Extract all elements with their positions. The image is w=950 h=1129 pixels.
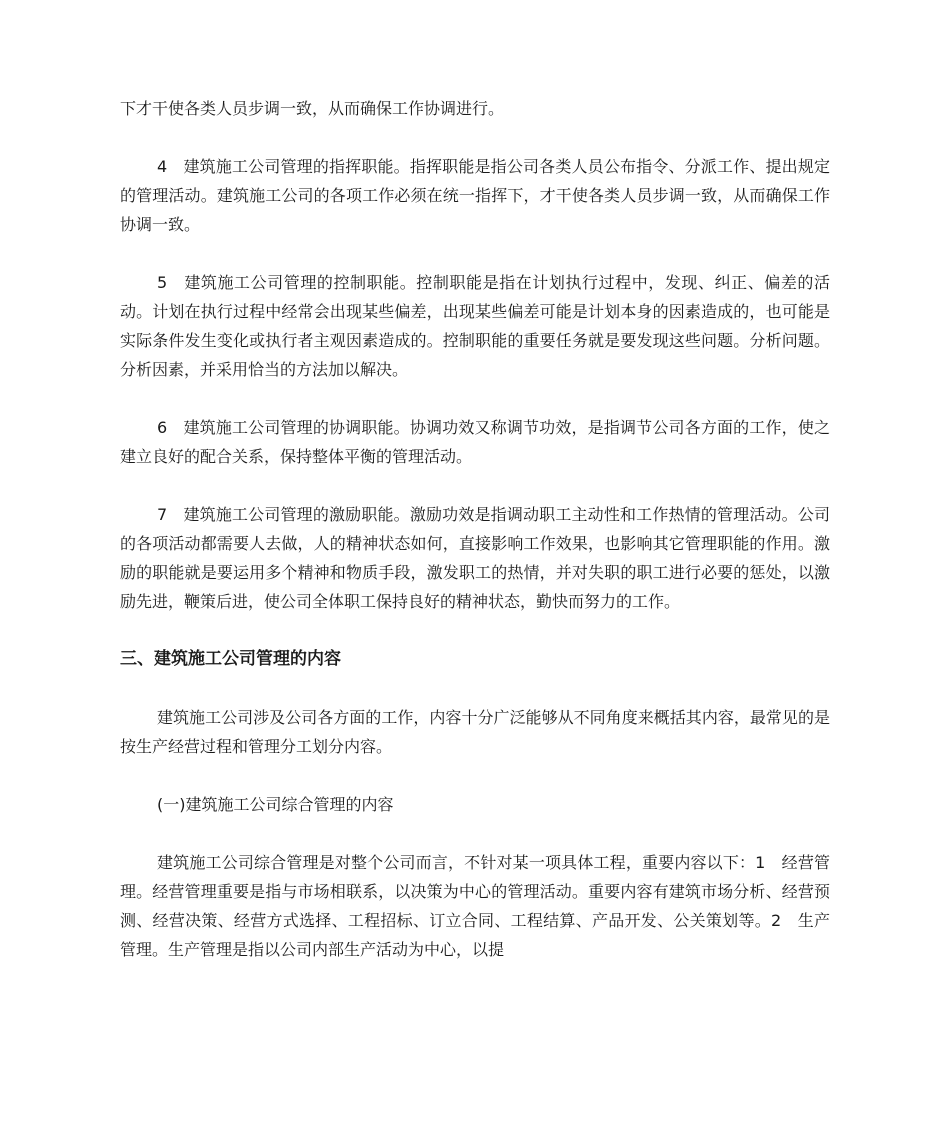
paragraph-motivation-function: 7 建筑施工公司管理的激励职能。激励功效是指调动职工主动性和工作热情的管理活动。公司的各项活动都需要人去做，人的精神状态如何，直接影响工作效果，也影响其它管理职能的作用。激励的职能就是要运用多个精神和物质手段，激发职工的热情，并对失职的职工进行必要的惩处，以激励先进，鞭策后进，使公司全体职工保持良好的精神状态，勤快而努力的工作。: [120, 505, 830, 611]
section-heading: 三、建筑施工公司管理的内容: [120, 649, 341, 669]
subsection-heading: (一)建筑施工公司综合管理的内容: [157, 795, 394, 814]
section-intro-paragraph: 建筑施工公司涉及公司各方面的工作，内容十分广泛能够从不同角度来概括其内容，最常见的是按生产经营过程和管理分工划分内容。: [120, 708, 830, 756]
paragraph-command-function: 4 建筑施工公司管理的指挥职能。指挥职能是指公司各类人员公布指令、分派工作、提出规定的管理活动。建筑施工公司的各项工作必须在统一指挥下，才干使各类人员步调一致，从而确保工作协调一致。: [120, 157, 830, 234]
paragraph-coordination-function: 6 建筑施工公司管理的协调职能。协调功效又称调节功效，是指调节公司各方面的工作，使之建立良好的配合关系，保持整体平衡的管理活动。: [120, 418, 830, 466]
subsection-body-paragraph: 建筑施工公司综合管理是对整个公司而言，不针对某一项具体工程，重要内容以下：1 经营管理。经营管理重要是指与市场相联系，以决策为中心的管理活动。重要内容有建筑市场分析、经营预测、经营决策、经营方式选择、工程招标、订立合同、工程结算、产品开发、公关策划等。2 生产管理。生产管理是指以公司内部生产活动为中心，以提: [120, 853, 830, 959]
paragraph-control-function: 5 建筑施工公司管理的控制职能。控制职能是指在计划执行过程中，发现、纠正、偏差的活动。计划在执行过程中经常会出现某些偏差，出现某些偏差可能是计划本身的因素造成的，也可能是实际条件发生变化或执行者主观因素造成的。控制职能的重要任务就是要发现这些问题。分析问题。分析因素，并采用恰当的方法加以解决。: [120, 273, 830, 379]
paragraph-continuation: 下才干使各类人员步调一致，从而确保工作协调进行。: [120, 99, 505, 118]
